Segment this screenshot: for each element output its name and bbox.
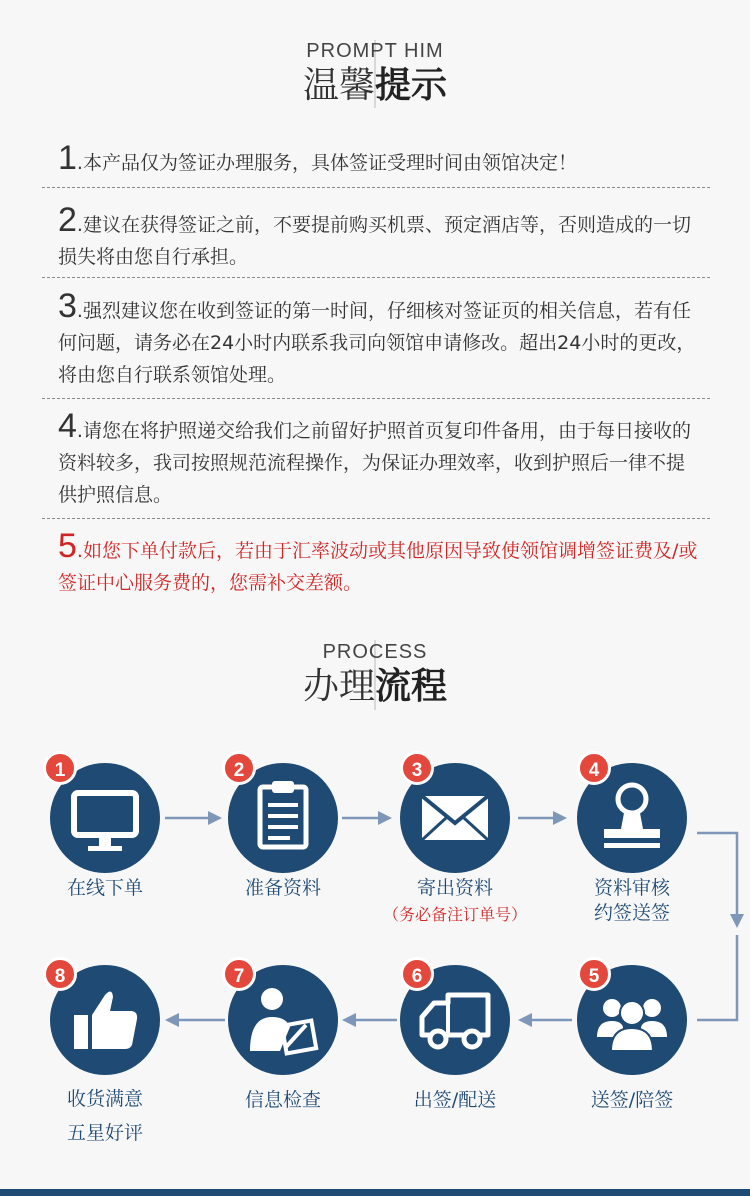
prompt-title-cn bbox=[0, 65, 750, 106]
arrow-right-icon bbox=[342, 811, 392, 825]
notice-number: 4 bbox=[58, 407, 77, 445]
step-5-badge: 5 bbox=[577, 957, 611, 991]
process-header bbox=[0, 641, 750, 707]
prompt-title-cn-bold: 提示 bbox=[375, 65, 448, 106]
step-4-badge: 4 bbox=[577, 751, 611, 785]
step-1-badge: 1 bbox=[43, 751, 77, 785]
step-8-label-line2: 五星好评 bbox=[66, 1122, 143, 1144]
step-6-label: 出签/配送 bbox=[413, 1089, 497, 1111]
step-8-label bbox=[15, 1082, 195, 1150]
step-7-badge: 7 bbox=[222, 957, 256, 991]
arrow-right-icon bbox=[518, 811, 567, 825]
process-title-en: PROCESS bbox=[322, 641, 428, 663]
notice-text: .建议在获得签证之前，不要提前购买机票、预定酒店等，否则造成的一切损失将由您自行承担。 bbox=[58, 214, 691, 268]
step-2-badge: 2 bbox=[222, 751, 256, 785]
process-title-cn bbox=[0, 666, 750, 707]
notice-item-1 bbox=[58, 139, 698, 179]
process-title-cn-light: 办理 bbox=[302, 666, 375, 707]
arrow-left-icon bbox=[518, 1013, 572, 1027]
prompt-header bbox=[0, 40, 750, 106]
step-4-label bbox=[542, 876, 722, 926]
notice-number: 5 bbox=[58, 527, 77, 565]
notice-text: .强烈建议您在收到签证的第一时间，仔细核对签证页的相关信息，若有任何问题，请务必在24小时内联系我司向领馆申请修改。超出24小时的更改，将由您自行联系领馆处理。 bbox=[58, 300, 696, 386]
dashed-divider bbox=[42, 277, 710, 278]
notice-text: .本产品仅为签证办理服务，具体签证受理时间由领馆决定！ bbox=[76, 152, 577, 174]
step-3-badge: 3 bbox=[400, 751, 434, 785]
prompt-title-cn-light: 温馨 bbox=[302, 65, 375, 106]
arrow-right-icon bbox=[165, 811, 222, 825]
notice-number: 2 bbox=[58, 201, 77, 239]
notice-item-5 bbox=[58, 527, 698, 599]
step-4-label-line1: 资料审核 bbox=[593, 877, 670, 899]
notice-item-4 bbox=[58, 407, 698, 511]
step-8-label-line1: 收货满意 bbox=[66, 1088, 143, 1110]
bottom-bar bbox=[0, 1189, 750, 1196]
step-3-label: 寄出资料 bbox=[416, 877, 493, 899]
prompt-title-en: PROMPT HIM bbox=[306, 40, 444, 62]
return-arrow-icon bbox=[697, 833, 744, 1020]
step-5-label: 送签/陪签 bbox=[590, 1089, 674, 1111]
notice-text: .请您在将护照递交给我们之前留好护照首页复印件备用，由于每日接收的资料较多，我司按照规范流程操作，为保证办理效率，收到护照后一律不提供护照信息。 bbox=[58, 420, 691, 506]
dashed-divider bbox=[42, 518, 710, 519]
notice-text: .如您下单付款后，若由于汇率波动或其他原因导致使领馆调增签证费及/或签证中心服务费的，您需补交差额。 bbox=[58, 540, 698, 594]
dashed-divider bbox=[42, 398, 710, 399]
step-2-label: 准备资料 bbox=[244, 877, 321, 899]
step-1-label: 在线下单 bbox=[66, 877, 143, 899]
step-8-badge: 8 bbox=[43, 957, 77, 991]
step-6-badge: 6 bbox=[400, 957, 434, 991]
notice-number: 1 bbox=[58, 139, 77, 177]
step-7-label: 信息检查 bbox=[244, 1089, 321, 1111]
dashed-divider bbox=[42, 187, 710, 188]
step-4-label-line2: 约签送签 bbox=[593, 902, 670, 924]
step-3-sublabel: （务必备注订单号） bbox=[382, 905, 527, 924]
process-title-cn-bold: 流程 bbox=[375, 666, 448, 707]
notice-number: 3 bbox=[58, 287, 77, 325]
arrow-left-icon bbox=[342, 1013, 397, 1027]
notice-item-2 bbox=[58, 201, 698, 273]
arrow-left-icon bbox=[165, 1013, 225, 1027]
notice-item-3 bbox=[58, 287, 698, 391]
